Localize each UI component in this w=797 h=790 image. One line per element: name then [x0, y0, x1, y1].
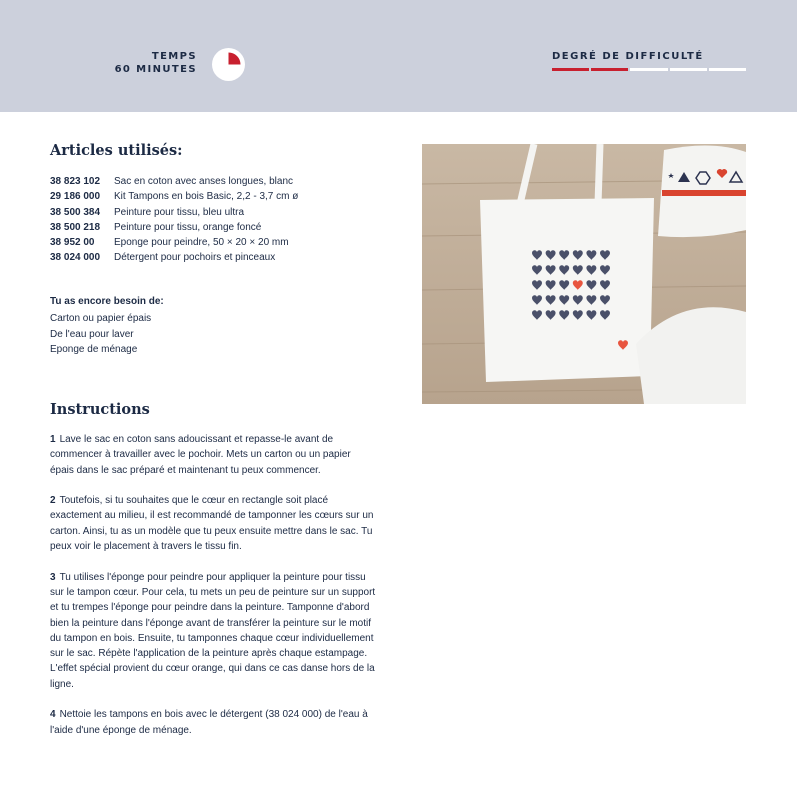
instructions-title: Instructions [50, 401, 150, 418]
product-photo [422, 144, 746, 404]
article-row [50, 174, 298, 189]
instruction-step [50, 493, 376, 554]
also-needed-item: Eponge de ménage [50, 344, 138, 356]
step-text: Lave le sac en coton sans adoucissant et repasse-le avant de commencer à travailler avec le pochoir. Mets un carton ou un papier épais dans le sac préparé et maintenant tu peux commencer. [50, 434, 351, 476]
instructions-list [50, 432, 376, 753]
article-number: 38 823 102 [50, 176, 101, 187]
instruction-step [50, 570, 376, 692]
article-row [50, 220, 298, 235]
article-description: Kit Tampons en bois Basic, 2,2 - 3,7 cm ø [114, 191, 299, 203]
article-row [50, 189, 298, 204]
instruction-step [50, 707, 376, 738]
time-label: TEMPS [151, 51, 197, 62]
article-description: Peinture pour tissu, orange foncé [114, 221, 262, 233]
difficulty-bar [552, 68, 589, 71]
article-description: Peinture pour tissu, bleu ultra [114, 206, 245, 218]
difficulty-bar [630, 68, 667, 71]
instruction-step [50, 432, 376, 478]
step-number: 1 [50, 434, 56, 445]
articles-list [50, 174, 298, 266]
step-text: Toutefois, si tu souhaites que le cœur en rectangle soit placé exactement au milieu, il est recommandé de tamponner les cœurs sur un carton. Ainsi, tu as un modèle que tu peux ensuite mettre dans le sac. Tu peux voir le placement à travers le tissu fin. [50, 495, 374, 553]
step-text: Tu utilises l'éponge pour peindre pour appliquer la peinture pour tissu sur le tampon cœur. Pour cela, tu mets un peu de peinture sur un support et tu trempes l'éponge pour peindre dans la peinture. Tamponne d'abord bien la peinture dans l'éponge avant de transférer la peinture sur le motif du tampon en bois. Ensuite, tu tamponnes chaque cœur individuellement sur le sac. Répète l'application de la peinture après chaque estampage. L'effet spécial provient du cœur orange, qui dans ce cas danse hors de la ligne. [50, 571, 376, 690]
difficulty-bar [709, 68, 746, 71]
time-value: 60 MINUTES [114, 64, 197, 75]
article-row [50, 205, 298, 220]
articles-title: Articles utilisés: [50, 142, 183, 159]
article-row [50, 235, 298, 250]
article-row [50, 250, 298, 265]
also-needed-item: De l'eau pour laver [50, 328, 134, 340]
article-description: Détergent pour pochoirs et pinceaux [114, 252, 276, 264]
also-needed-title: Tu as encore besoin de: [50, 296, 164, 307]
step-number: 3 [50, 571, 56, 583]
article-description: Sac en coton avec anses longues, blanc [114, 176, 294, 187]
article-number: 38 952 00 [50, 237, 95, 249]
also-needed-item: Carton ou papier épais [50, 313, 152, 324]
article-number: 29 186 000 [50, 191, 101, 203]
time-info [115, 50, 197, 76]
article-number: 38 024 000 [50, 252, 101, 264]
article-description: Eponge pour peindre, 50 × 20 × 20 mm [114, 237, 289, 249]
step-text: Nettoie les tampons en bois avec le détergent (38 024 000) de l'eau à l'aide d'une éponge de ménage. [50, 709, 368, 736]
step-number: 4 [50, 709, 56, 721]
difficulty-rating [552, 51, 746, 71]
article-number: 38 500 218 [50, 221, 101, 233]
also-needed-list [50, 311, 151, 358]
difficulty-bar [591, 68, 628, 71]
difficulty-bar [670, 68, 707, 71]
difficulty-bars [552, 68, 746, 71]
article-number: 38 500 384 [50, 206, 101, 218]
header-band [0, 0, 797, 112]
clock-icon [212, 48, 245, 81]
step-number: 2 [50, 495, 56, 507]
difficulty-label: DEGRÉ DE DIFFICULTÉ [552, 51, 704, 62]
